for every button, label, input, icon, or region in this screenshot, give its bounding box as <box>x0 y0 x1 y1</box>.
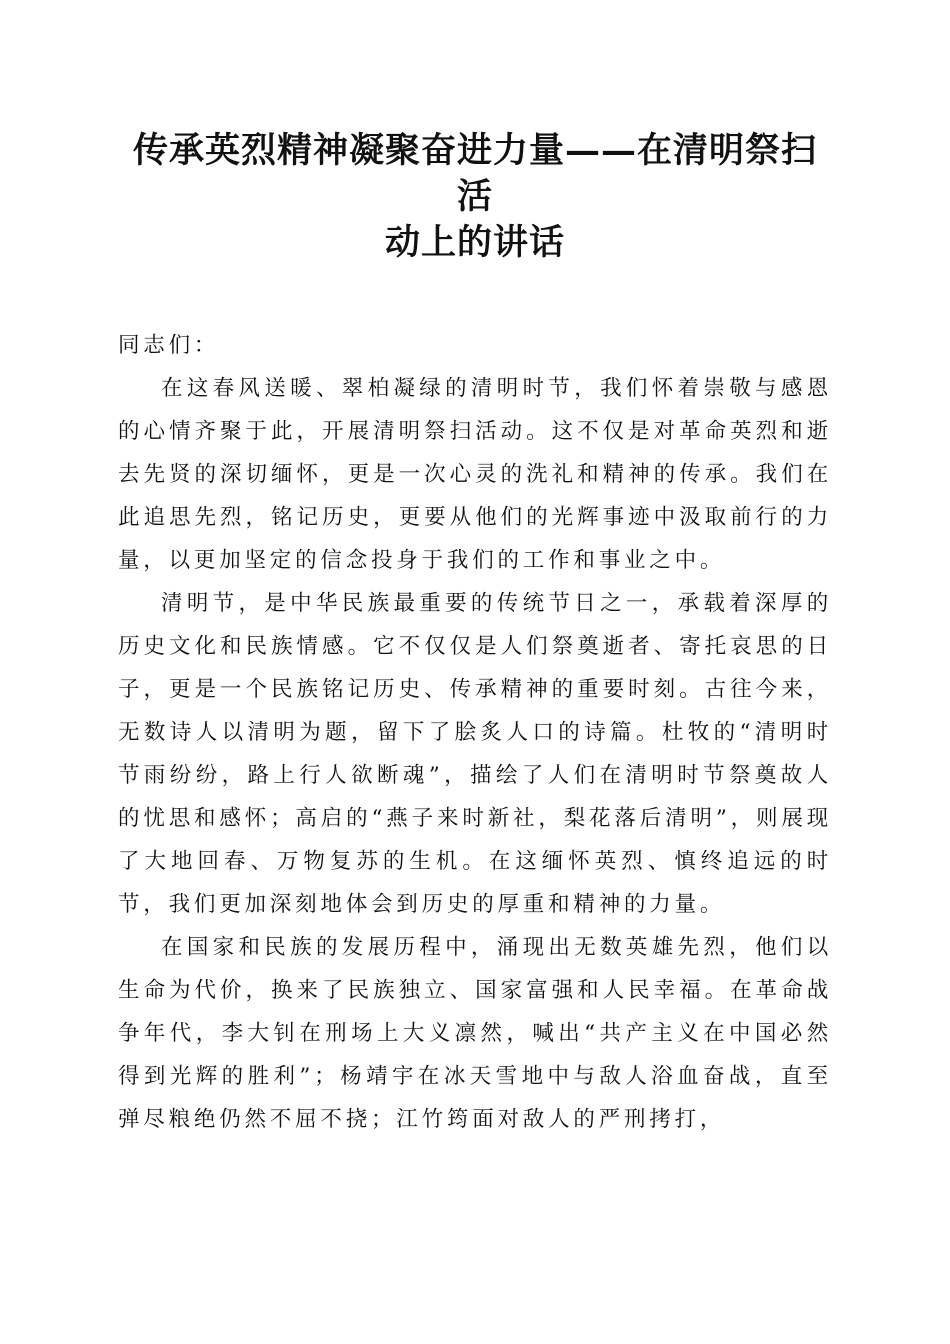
title-line-1: 传承英烈精神凝聚奋进力量——在清明祭扫活 <box>132 130 817 217</box>
document-title <box>118 128 832 266</box>
salutation: 同志们： <box>118 333 220 358</box>
title-line-2: 动上的讲话 <box>384 222 565 263</box>
document-body <box>118 324 832 1141</box>
paragraph-1: 在这春风送暖、翠柏凝绿的清明时节，我们怀着崇敬与感恩的心情齐聚于此，开展清明祭扫活动。这不仅是对革命英烈和逝去先贤的深切缅怀，更是一次心灵的洗礼和精神的传承。我们在此追思先烈，铭记历史，更要从他们的光辉事迹中汲取前行的力量，以更加坚定的信念投身于我们的工作和事业之中。 <box>118 376 832 573</box>
paragraph-3: 在国家和民族的发展历程中，涌现出无数英雄先烈，他们以生命为代价，换来了民族独立、国家富强和人民幸福。在革命战争年代，李大钊在刑场上大义凛然，喊出“共产主义在中国必然得到光辉的胜利”；杨靖宇在冰天雪地中与敌人浴血奋战，直至弹尽粮绝仍然不屈不挠；江竹筠面对敌人的严刑拷打， <box>118 935 832 1132</box>
paragraph-2: 清明节，是中华民族最重要的传统节日之一，承载着深厚的历史文化和民族情感。它不仅仅是人们祭奠逝者、寄托哀思的日子，更是一个民族铭记历史、传承精神的重要时刻。古往今来，无数诗人以清明为题，留下了脍炙人口的诗篇。杜牧的“清明时节雨纷纷，路上行人欲断魂”，描绘了人们在清明时节祭奠故人的忧思和感怀；高启的“燕子来时新社，梨花落后清明”，则展现了大地回春、万物复苏的生机。在这缅怀英烈、慎终追远的时节，我们更加深刻地体会到历史的厚重和精神的力量。 <box>118 591 832 917</box>
